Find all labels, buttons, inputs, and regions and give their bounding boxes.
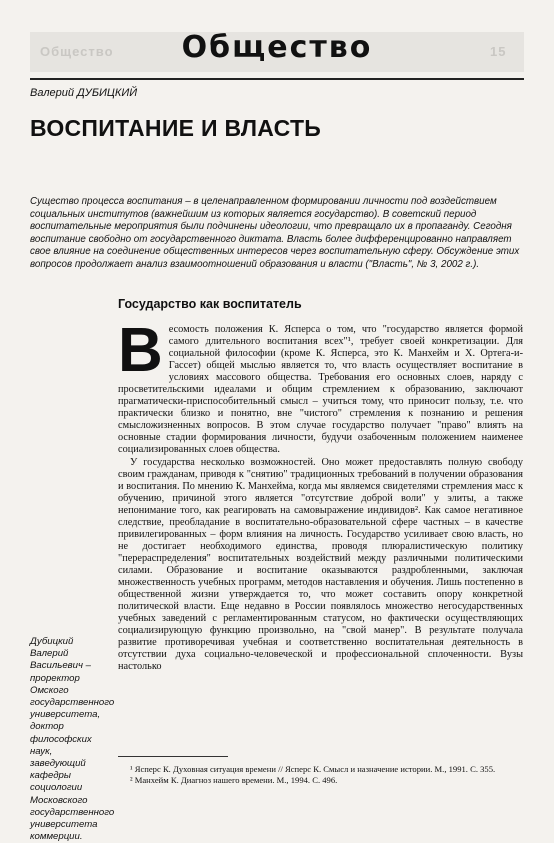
footnote-1: ¹ Ясперс К. Духовная ситуация времени // Ясперс К. Смысл и назначение истории. М., 1991. С. 355. <box>130 764 496 774</box>
paragraph-1-text: есомость положения К. Ясперса о том, что "государство является формой самого длительного воспитания всех"¹, требует своей конкретизации. Для социальной философии (кроме К. Ясперса, это К. Манхейм и Х. Ортега-и-Гассет) общей мыслью является то, что власть осуществляет воспитание в условиях массового общества. Требования его основных слоев, наряду с просветительскими идеалами и общим стремлением к образованию, заключают прагматически-приспособительный смысл – учиться тому, что приносит пользу, т.е. что практически близко и понятно, вне "чистого" стремления к познанию и решения смысложизненных вопросов. В этом случае государство получает "право" влиять на основные стадии формирования личности, будучи озабоченным положением наименее социализированных слоев общества. <box>118 324 523 456</box>
footnote-rule <box>118 756 228 757</box>
article-body <box>118 316 523 673</box>
abstract: Существо процесса воспитания – в целенаправленном формировании личности под воздействием социальных институтов (важнейшим из которых является государство). В советский период воспитательные мероприятия были подчинены идеологии, что превращало их в пропаганду. Сегодня воспитание свободно от государственного диктата. Власть более дифференцированно направляет свое влияние на соединение общественных интересов через воспитательную сферу. Обсуждение этих вопросов продолжает анализ взаимоотношений образования и власти ("Власть", № 3, 2002 г.). <box>30 196 520 270</box>
article-title: ВОСПИТАНИЕ И ВЛАСТЬ <box>30 115 322 141</box>
footnotes <box>118 764 523 785</box>
header-ghost-page-number: 15 <box>490 44 507 59</box>
paragraph-2: У государства несколько возможностей. Оно может предоставлять полную свободу своим гражданам, приводя к "снятию" традиционных требований в получении образования и воспитания. По мнению К. Манхейма, когда мы являемся свидетелями стремления масс к обучению, причиной этого является "отсутствие доброй воли" у элиты, а также непонимание того, как реагировать на самовыражение индивидов². Как самое негативное следствие, преобладание в воспитательно-образовательной сфере частных – в качестве привилегированных – форм влияния на личность. Государство усиливает свою власть, но не достигает необходимого единства, проводя плюралистическую политику "перераспределения" воспитательных воздействий между различными политическими силами. Образование и воспитание оказываются раздробленными, заключая множественность учебных программ, методов наставления и обучения. Лишь постепенно в общественной жизни утверждается то, что может составить опору конкретной политической власти. Еще недавно в России появлялось множество негосударственных учебных заведений с регламентированным статусом, но фактически осуществляющих социализирующую функцию произвольно, на "свой манер". В результате получала развитие противоречивая учебная и соответственно воспитательная деятельность в отсутствии духа социально-человеческой и профессиональной сплоченности. Вузы настолько <box>118 456 523 673</box>
footnote-2: ² Манхейм К. Диагноз нашего времени. М., 1994. С. 496. <box>130 774 338 785</box>
author-bio-sidebar: Дубицкий Валерий Васильевич – проректор Омского государственного университета, доктор философских наук, заведующий кафедры социологии Московского государственного университета коммерции. <box>30 636 115 843</box>
drop-cap: В <box>118 316 163 385</box>
author-name: Валерий ДУБИЦКИЙ <box>30 87 138 99</box>
section-title: Общество <box>181 30 373 65</box>
paragraph-1 <box>118 316 523 457</box>
header-ghost-left: Общество <box>40 44 114 59</box>
section-heading: Государство как воспитатель <box>118 297 302 311</box>
header-rule <box>30 78 524 80</box>
